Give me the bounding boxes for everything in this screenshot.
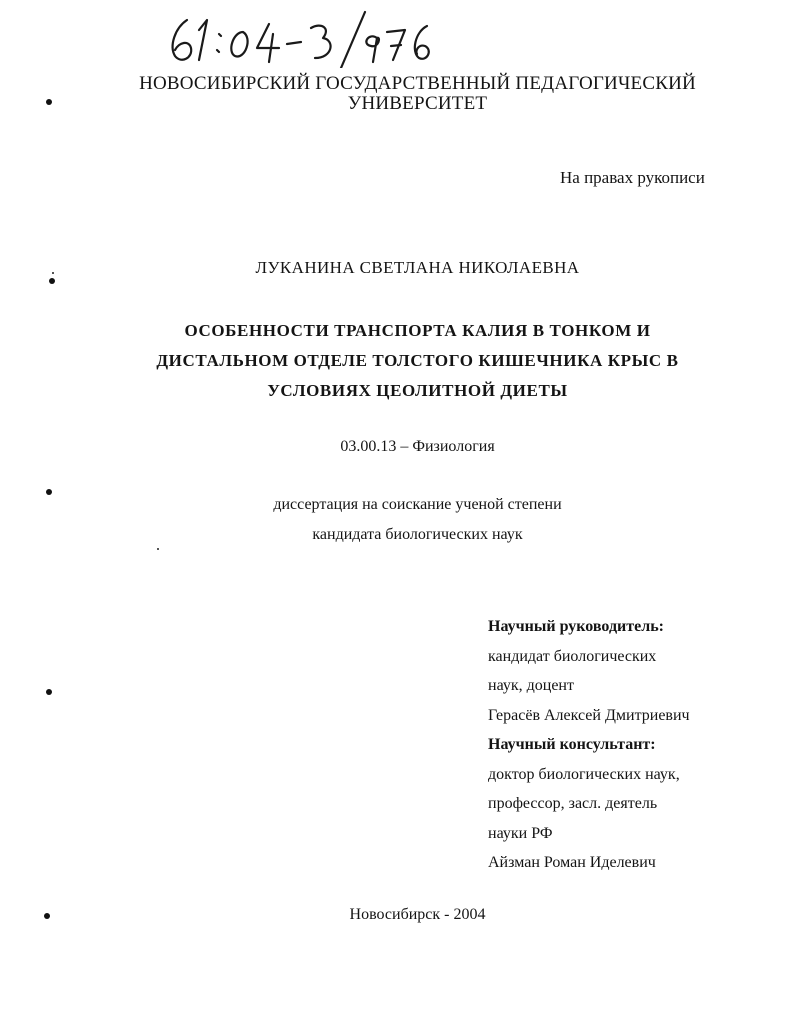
degree-line-2: кандидата биологических наук <box>312 526 523 543</box>
handwritten-number-drawing <box>165 8 435 68</box>
scan-speck <box>157 548 159 550</box>
advisors-block <box>488 612 793 878</box>
specialty-code: 03.00.13 – Физиология <box>340 438 495 455</box>
consultant-title-line-3: науки РФ <box>488 824 553 842</box>
supervisor-heading: Научный руководитель: <box>488 618 664 635</box>
thesis-title-line-3: УСЛОВИЯХ ЦЕОЛИТНОЙ ДИЕТЫ <box>267 381 568 400</box>
thesis-title-line-2: ДИСТАЛЬНОМ ОТДЕЛЕ ТОЛСТОГО КИШЕЧНИКА КРЫС В <box>156 351 679 370</box>
city-year: Новосибирск - 2004 <box>349 906 486 923</box>
thesis-title-line-1: ОСОБЕННОСТИ ТРАНСПОРТА КАЛИЯ В ТОНКОМ И <box>184 321 651 340</box>
binding-hole-mark <box>46 99 52 105</box>
handwritten-catalog-number <box>165 8 435 68</box>
university-name-line-1: НОВОСИБИРСКИЙ ГОСУДАРСТВЕННЫЙ ПЕДАГОГИЧЕСКИЙ <box>139 73 696 94</box>
degree-line-1: диссертация на соискание ученой степени <box>273 496 562 513</box>
binding-hole-mark <box>44 913 50 919</box>
scan-speck <box>52 272 54 274</box>
consultant-title-line-1: доктор биологических наук, <box>488 765 680 783</box>
consultant-heading: Научный консультант: <box>488 736 656 753</box>
consultant-title-line-2: профессор, засл. деятель <box>488 795 658 812</box>
author-name: ЛУКАНИНА СВЕТЛАНА НИКОЛАЕВНА <box>255 258 580 277</box>
university-name-line-2: УНИВЕРСИТЕТ <box>347 93 488 114</box>
supervisor-name: Герасёв Алексей Дмитриевич <box>488 706 690 724</box>
binding-hole-mark <box>46 489 52 495</box>
binding-hole-mark <box>49 278 55 284</box>
binding-hole-mark <box>46 689 52 695</box>
supervisor-title-line-1: кандидат биологических <box>488 647 657 665</box>
supervisor-title-line-2: наук, доцент <box>488 677 574 694</box>
consultant-name: Айзман Роман Иделевич <box>488 854 656 871</box>
rights-note: На правах рукописи <box>560 168 705 187</box>
